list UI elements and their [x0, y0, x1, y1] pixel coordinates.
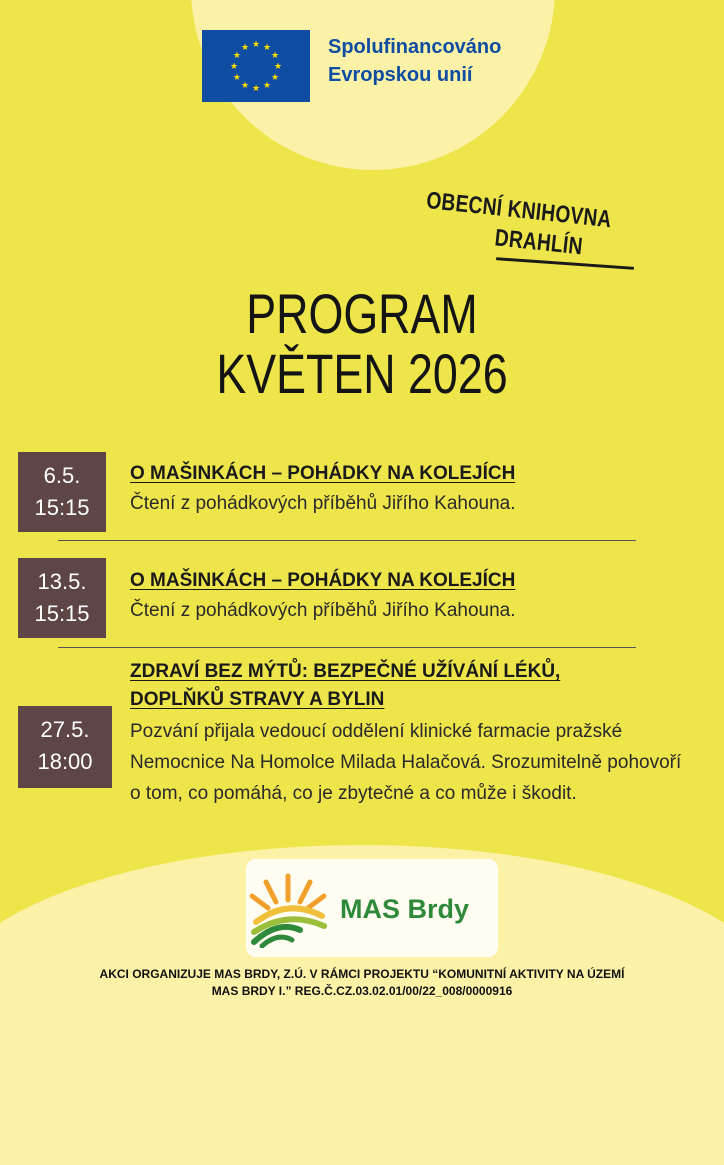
event-date-box: [18, 452, 106, 532]
eu-star-icon: ★: [232, 73, 241, 83]
event-divider: [58, 540, 636, 541]
mas-brdy-sun-icon: [248, 870, 328, 948]
eu-star-icon: ★: [251, 84, 261, 94]
eu-star-icon: ★: [240, 81, 250, 92]
event-time: 15:15: [34, 601, 90, 626]
event-date-box: [18, 706, 112, 788]
eu-cofinanced-label: [328, 33, 558, 89]
event-divider: [58, 647, 636, 648]
page-title: [0, 284, 724, 404]
footer-line-1: AKCI ORGANIZUJE MAS BRDY, Z.Ú. V RÁMCI PROJEKTU “KOMUNITNÍ AKTIVITY NA ÚZEMÍ: [99, 967, 625, 981]
event-date: 13.5.: [37, 569, 87, 594]
mas-brdy-logo-text: MAS Brdy: [340, 894, 470, 924]
eu-star-icon: ★: [232, 51, 241, 61]
event-title: [130, 658, 710, 714]
event-description: Čtení z pohádkových příběhů Jiřího Kahouna.: [130, 600, 516, 621]
eu-line-2: Evropskou unií: [328, 64, 473, 86]
eu-star-icon: ★: [251, 40, 261, 50]
event-title-line: ZDRAVÍ BEZ MÝTŮ: BEZPEČNÉ UŽÍVÁNÍ LÉKŮ,: [130, 661, 561, 682]
event-description: Čtení z pohádkových příběhů Jiřího Kahouna.: [130, 493, 516, 514]
eu-star-icon: ★: [262, 81, 272, 92]
eu-star-icon: ★: [240, 42, 250, 53]
event-time: 15:15: [34, 495, 90, 520]
footer-organizer-note: [20, 966, 704, 1000]
eu-star-icon: ★: [271, 51, 280, 61]
event-title-line: O MAŠINKÁCH – POHÁDKY NA KOLEJÍCH: [130, 570, 516, 591]
eu-star-icon: ★: [273, 62, 283, 72]
event-date-box: [18, 558, 106, 638]
event-title-line: O MAŠINKÁCH – POHÁDKY NA KOLEJÍCH: [130, 463, 516, 484]
title-line-1: PROGRAM: [246, 282, 478, 345]
event-title: [130, 567, 710, 595]
library-line-2: DRAHLÍN: [493, 224, 584, 261]
eu-line-1: Spolufinancováno: [328, 36, 502, 58]
event-title-line: DOPLŇKŮ STRAVY A BYLIN: [130, 689, 385, 710]
eu-star-icon: ★: [262, 42, 272, 53]
title-line-2: KVĚTEN 2026: [216, 342, 508, 405]
event-date: 27.5.: [40, 717, 90, 742]
footer-line-2: MAS BRDY I.” REG.Č.CZ.03.02.01/00/22_008/0000916: [211, 984, 513, 998]
eu-flag-icon: [202, 30, 310, 102]
event-date: 6.5.: [43, 463, 81, 488]
event-time: 18:00: [37, 749, 93, 774]
event-title: [130, 460, 710, 488]
eu-star-icon: ★: [229, 62, 239, 72]
event-description: Pozvání přijala vedoucí oddělení klinické farmacie pražské Nemocnice Na Homolce Milada Halačová. Srozumitelně pohovoří o tom, co pomáhá, co je zbytečné a co může i škodit.: [130, 721, 682, 804]
eu-star-icon: ★: [271, 73, 280, 83]
library-line-1: OBECNÍ KNIHOVNA: [425, 186, 613, 234]
